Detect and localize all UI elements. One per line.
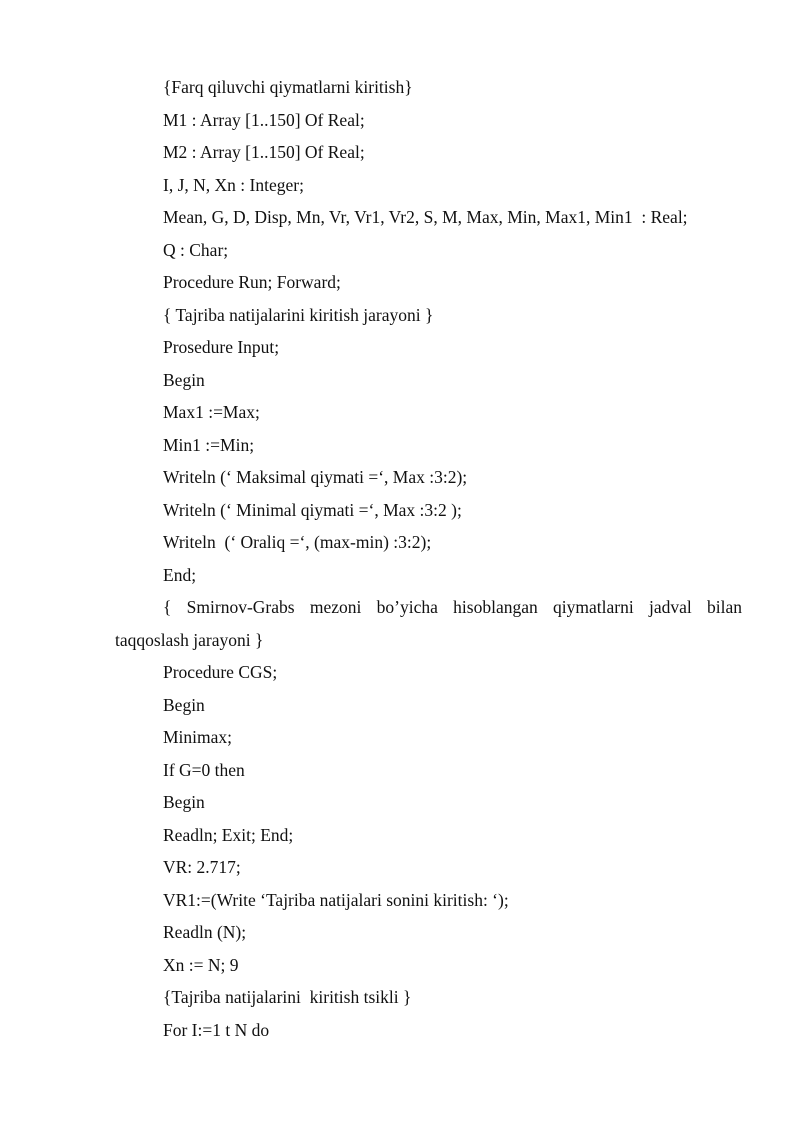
code-line: VR1:=(Write ‘Tajriba natijalari sonini kiritish: ‘); xyxy=(163,889,509,910)
code-line: Prosedure Input; xyxy=(163,337,280,357)
code-line: {Farq qiluvchi qiymatlarni kiritish} xyxy=(163,77,413,97)
code-line: Begin xyxy=(163,792,205,812)
code-line: Procedure Run; Forward; xyxy=(163,272,341,292)
comment-paragraph xyxy=(0,591,800,656)
code-line: Begin xyxy=(163,694,205,715)
code-line: Minimax; xyxy=(163,727,233,747)
code-line: Writeln (‘ Maksimal qiymati =‘, Max :3:2); xyxy=(163,467,468,487)
code-line: I, J, N, Xn : Integer; xyxy=(163,174,304,195)
comment-line-1: { Smirnov-Grabs mezoni bo’yicha hisoblangan qiymatlarni jadval bilan xyxy=(163,597,742,617)
code-line: For I:=1 t N do xyxy=(163,1019,270,1040)
code-line: Writeln (‘ Oraliq =‘, (max-min) :3:2); xyxy=(163,532,432,552)
code-line: VR: 2.717; xyxy=(163,857,241,877)
code-line: Xn := N; 9 xyxy=(163,954,239,975)
code-line: Writeln (‘ Minimal qiymati =‘, Max :3:2 ); xyxy=(163,499,462,520)
code-line: M2 : Array [1..150] Of Real; xyxy=(163,142,365,162)
code-line: End; xyxy=(163,564,197,585)
comment-line-2: taqqoslash jarayoni } xyxy=(115,629,264,650)
code-line: Max1 :=Max; xyxy=(163,402,260,422)
code-line: Readln (N); xyxy=(163,922,247,942)
code-line: Readln; Exit; End; xyxy=(163,824,294,845)
code-line: Mean, G, D, Disp, Mn, Vr, Vr1, Vr2, S, M, Max, Min, Max1, Min1 : Real; xyxy=(163,207,688,227)
code-line: Begin xyxy=(163,369,205,390)
code-listing xyxy=(0,71,800,1046)
code-line: Procedure CGS; xyxy=(163,662,278,682)
code-line: M1 : Array [1..150] Of Real; xyxy=(163,109,365,130)
code-line: { Tajriba natijalarini kiritish jarayoni } xyxy=(163,304,434,325)
code-line: {Tajriba natijalarini kiritish tsikli } xyxy=(163,987,412,1007)
code-line: If G=0 then xyxy=(163,759,245,780)
code-line: Q : Char; xyxy=(163,239,229,260)
code-line: Min1 :=Min; xyxy=(163,434,255,455)
